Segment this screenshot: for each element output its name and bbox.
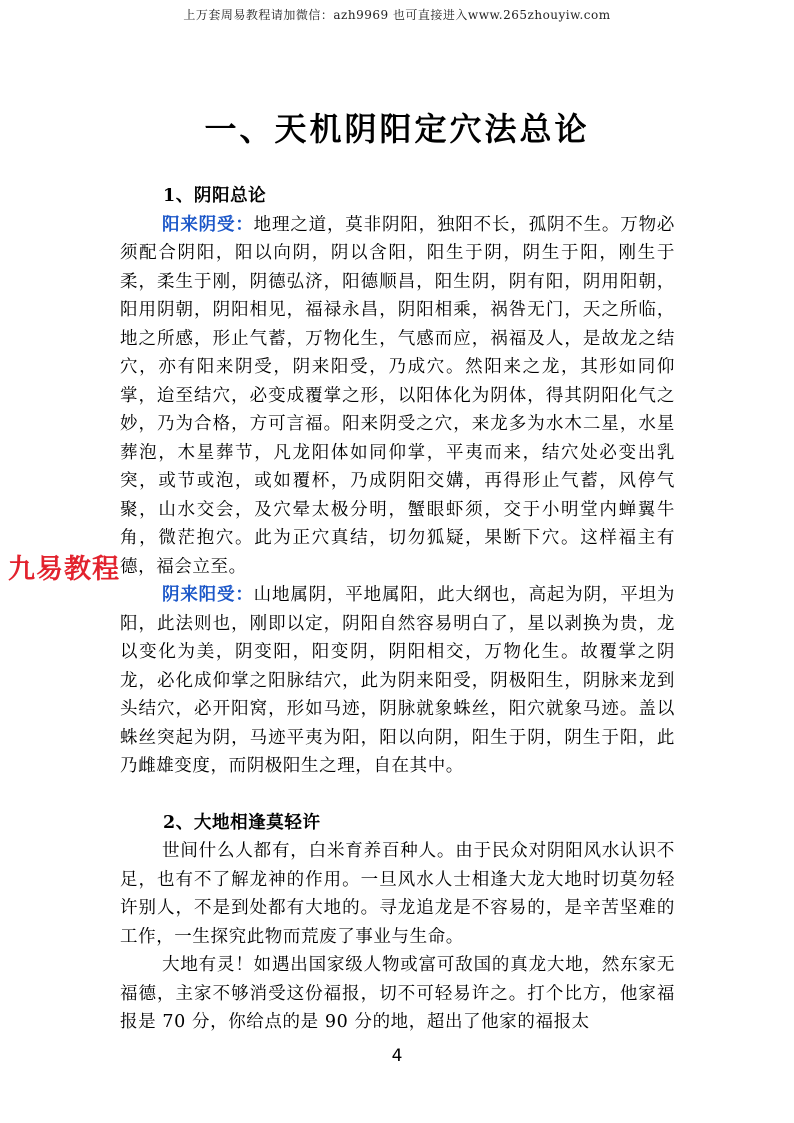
paragraph-text: 地理之道，莫非阴阳，独阳不长，孤阴不生。万物必须配合阴阳，阳以向阴，阴以含阳，阳生于阴，阴生于阳，刚生于柔，柔生于刚，阴德弘济，阳德顺昌，阳生阴，阴有阳，阴用阳朝，阳用阴朝，阴阳相见，福禄永昌，阴阳相乘，祸咎无门，天之所临，地之所感，形止气蓄，万物化生，气感而应，祸福及人，是故龙之结穴，亦有阳来阴受，阴来阳受，乃成穴。然阳来之龙，其形如同仰掌，迨至结穴，必变成覆掌之形，以阳体化为阴体，得其阴阳化气之妙，乃为合格，方可言福。阳来阴受之穴，来龙多为水木二星，水星葬泡，木星葬节，凡龙阳体如同仰掌，平夷而来，结穴处必变出乳突，或节或泡，或如覆杯，乃成阴阳交媾，再得形止气蓄，风停气聚，山水交会，及穴晕太极分明，蟹眼虾须，交于小明堂内蝉翼牛角，微茫抱穴。此为正穴真结，切勿狐疑，果断下穴。这样福主有德，福会立至。 xyxy=(120,214,675,577)
highlight-term: 阴来阳受： xyxy=(162,585,254,605)
section-heading-dadi: 2、大地相逢莫轻许 xyxy=(163,812,321,833)
highlight-term: 阳来阴受： xyxy=(162,214,254,235)
page-title: 一、天机阴阳定穴法总论 xyxy=(204,110,590,148)
page-number: 4 xyxy=(391,1046,403,1066)
paragraph xyxy=(120,951,675,1037)
paragraph xyxy=(120,837,675,951)
page-header: 上万套周易教程请加微信：azh9969 也可直接进入www.265zhouyiw.com xyxy=(183,8,611,22)
document-body xyxy=(120,182,675,1037)
paragraph-text: 山地属阴，平地属阳，此大纲也，高起为阴，平坦为阳，此法则也，刚即以定，阴阳自然容易明白了，星以剥换为贵，龙以变化为美，阴变阳，阳变阴，阴阳相交，万物化生。故覆掌之阴龙，必化成仰掌之阳脉结穴，此为阴来阳受，阴极阳生，阴脉来龙到头结穴，必开阳窝，形如马迹，阴脉就象蛛丝，阳穴就象马迹。盖以蛛丝突起为阴，马迹平夷为阳，阳以向阴，阳生于阴，阴生于阳，此乃雌雄变度，而阴极阳生之理，自在其中。 xyxy=(120,585,675,776)
section-heading-yinyang: 1、阴阳总论 xyxy=(163,186,267,206)
paragraph-text: 世间什么人都有，白米育养百种人。由于民众对阴阳风水认识不足，也有不了解龙神的作用。一旦风水人士相逢大龙大地时切莫勿轻许别人，不是到处都有大地的。寻龙追龙是不容易的，是辛苦坚难的工作，一生探究此物而荒废了事业与生命。 xyxy=(120,841,675,947)
paragraph xyxy=(120,211,675,582)
paragraph-text: 大地有灵！如遇出国家级人物或富可敌国的真龙大地，然东家无福德，主家不够消受这份福报，切不可轻易许之。打个比方，他家福报是 70 分，你给点的是 90 分的地，超出了他家的福报太 xyxy=(120,955,675,1032)
section-spacer xyxy=(120,781,675,809)
paragraph xyxy=(120,581,675,781)
watermark-logo: 九易教程 xyxy=(8,554,120,585)
